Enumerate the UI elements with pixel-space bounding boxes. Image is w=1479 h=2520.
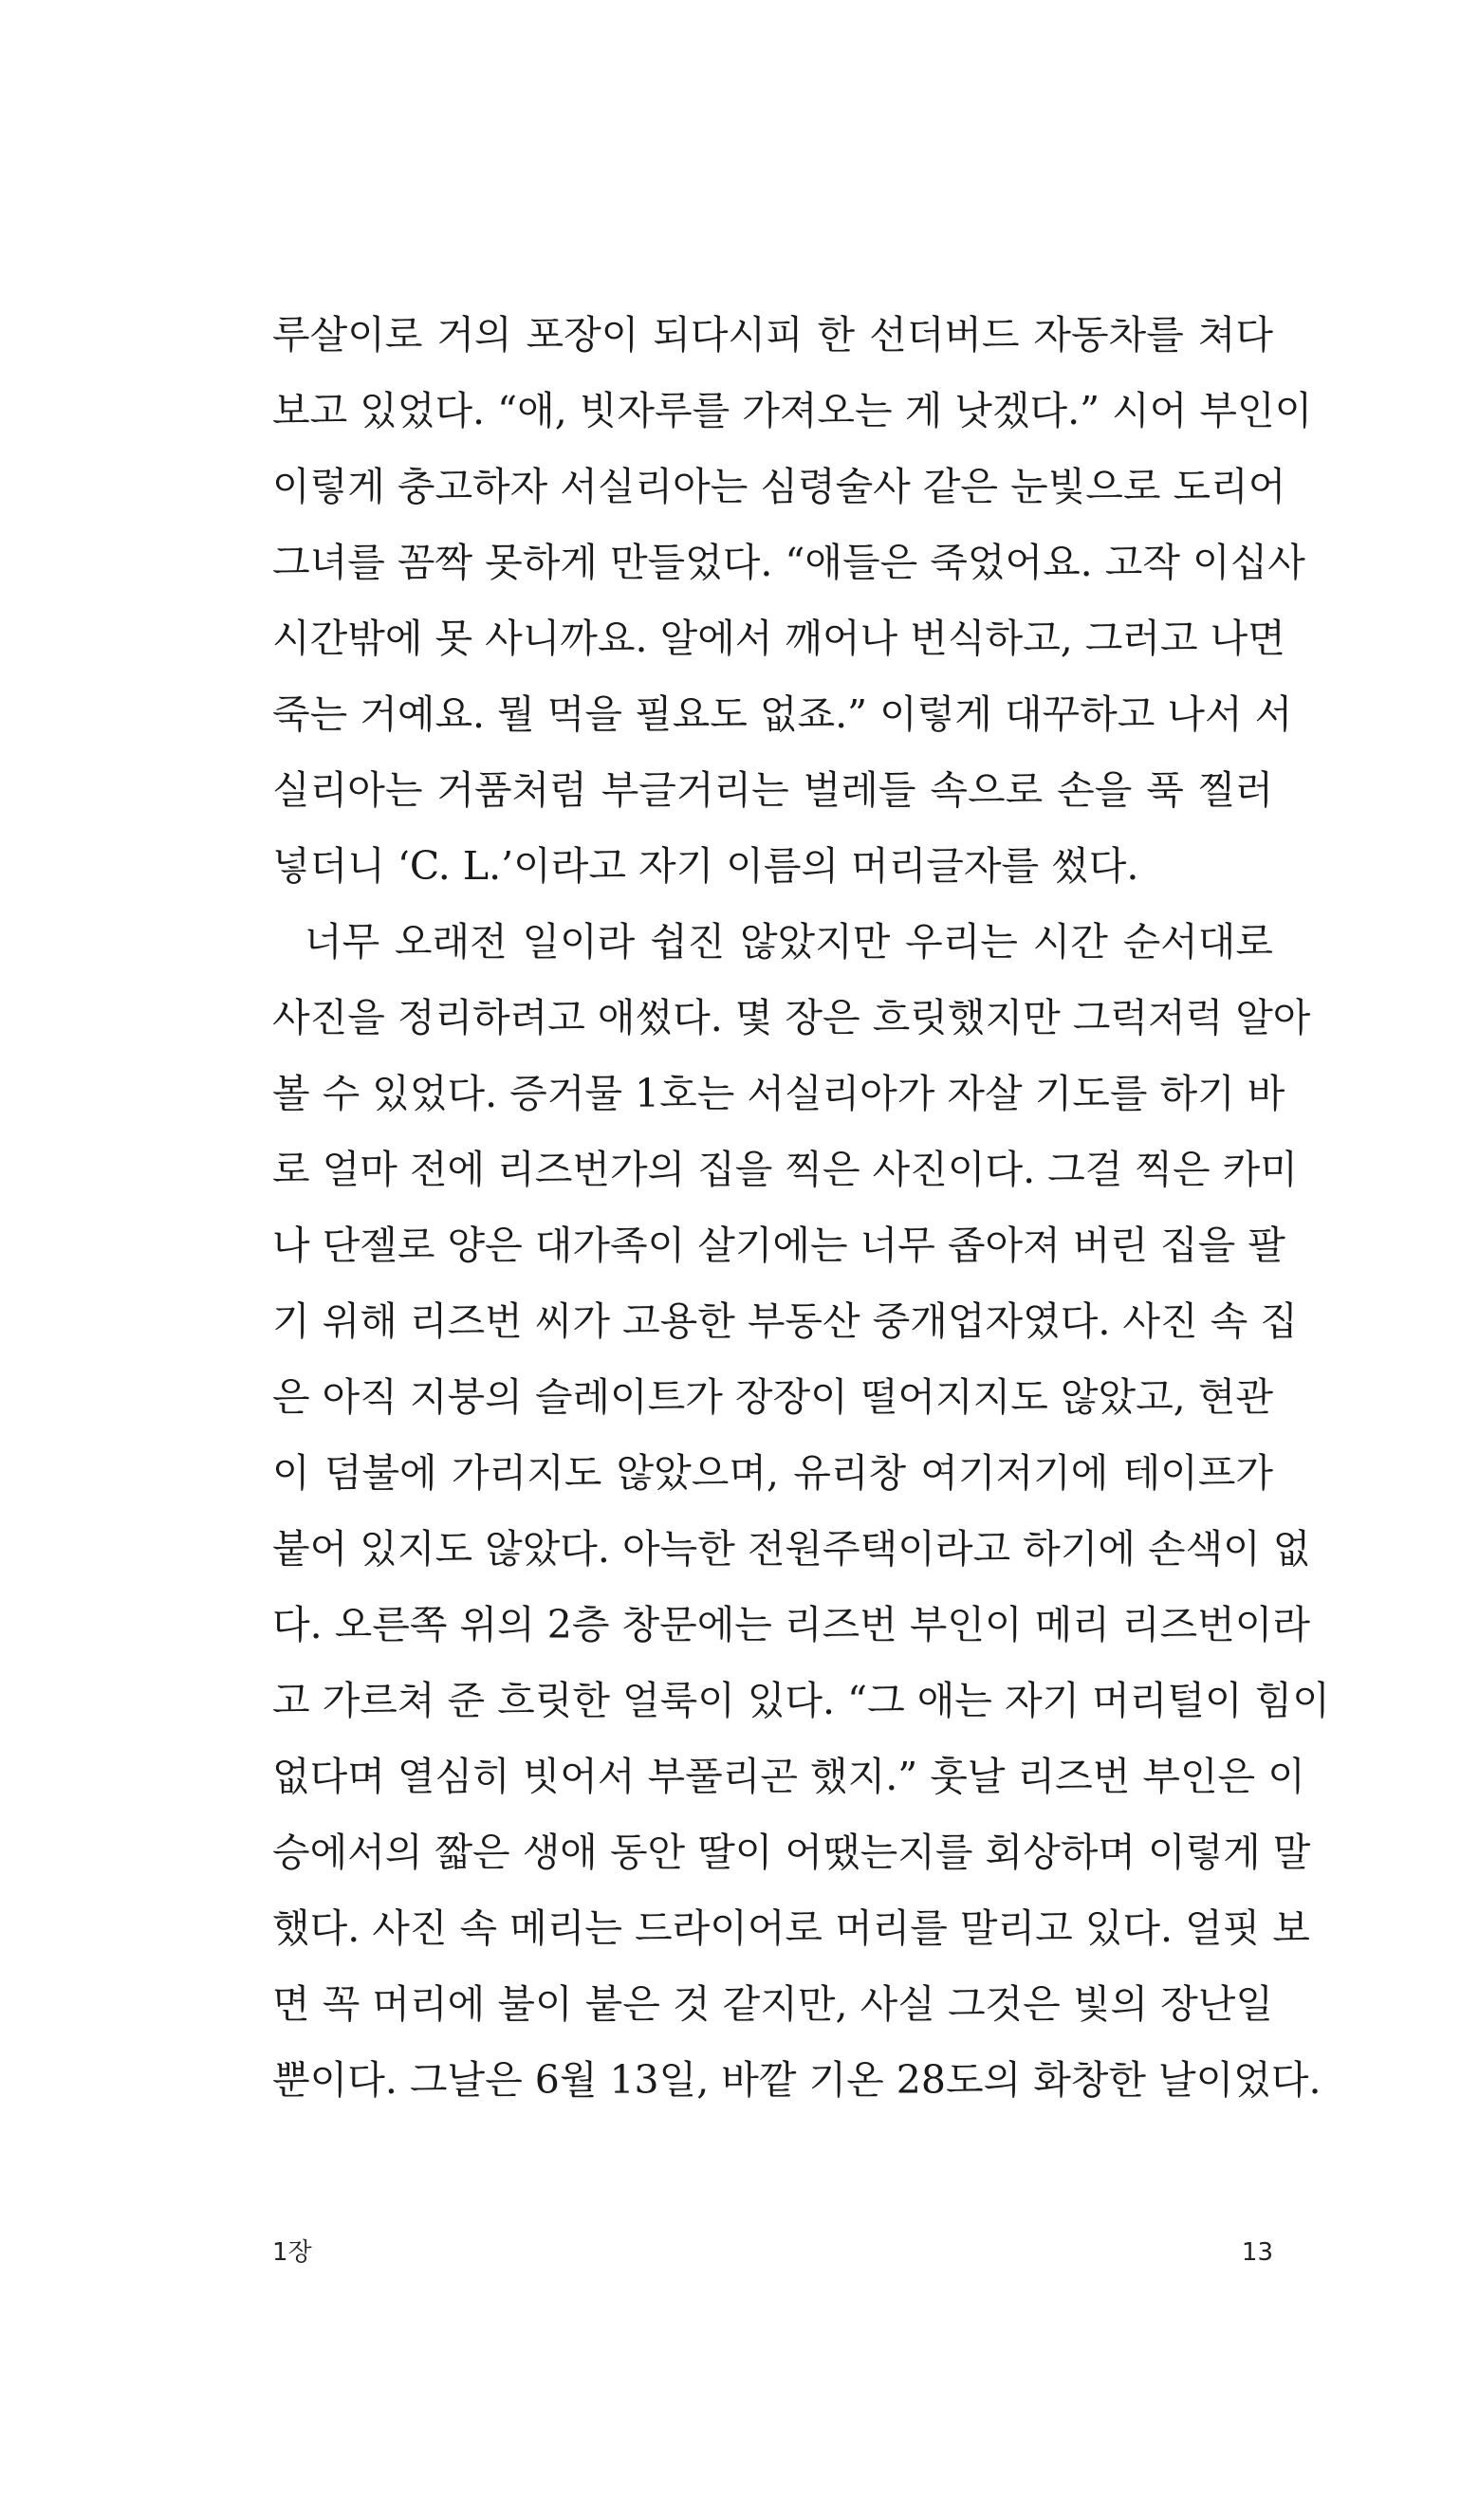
paragraph-1 <box>272 297 1313 904</box>
text-line: 그녀를 꼼짝 못하게 만들었다. “애들은 죽었어요. 고작 이십사 <box>272 540 1305 585</box>
text-line: 다. 오른쪽 위의 2층 창문에는 리즈번 부인이 메리 리즈번이라 <box>272 1602 1310 1647</box>
text-line: 실리아는 거품처럼 부글거리는 벌레들 속으로 손을 푹 찔러 <box>272 767 1273 813</box>
paragraph-2 <box>272 904 1330 2118</box>
text-line: 죽는 거예요. 뭘 먹을 필요도 없죠.” 이렇게 대꾸하고 나서 서 <box>272 691 1293 737</box>
text-line: 이 덤불에 가리지도 않았으며, 유리창 여기저기에 테이프가 <box>272 1450 1273 1496</box>
text-line: 넣더니 ‘C. L.’이라고 자기 이름의 머리글자를 썼다. <box>272 843 1139 889</box>
body-text <box>272 297 1330 2118</box>
text-line: 없다며 열심히 빗어서 부풀리곤 했지.” 훗날 리즈번 부인은 이 <box>272 1754 1305 1799</box>
text-line: 로 얼마 전에 리즈번가의 집을 찍은 사진이다. 그걸 찍은 카미 <box>272 1147 1298 1192</box>
text-line: 시간밖에 못 사니까요. 알에서 깨어나 번식하고, 그러고 나면 <box>272 616 1285 661</box>
text-line: 붙어 있지도 않았다. 아늑한 전원주택이라고 하기에 손색이 없 <box>272 1526 1311 1572</box>
text-line: 볼 수 있었다. 증거물 1호는 서실리아가 자살 기도를 하기 바 <box>272 1071 1285 1116</box>
page-number: 13 <box>1241 2238 1273 2267</box>
text-line: 은 아직 지붕의 슬레이트가 장장이 떨어지지도 않았고, 현관 <box>272 1374 1273 1420</box>
text-line: 뿐이다. 그날은 6월 13일, 바깥 기온 28도의 화창한 날이었다. <box>272 2057 1322 2103</box>
text-line: 너무 오래전 일이라 쉽진 않았지만 우리는 시간 순서대로 <box>305 919 1273 965</box>
text-line: 나 단젤로 양은 대가족이 살기에는 너무 좁아져 버린 집을 팔 <box>272 1223 1285 1268</box>
text-line: 고 가르쳐 준 흐릿한 얼룩이 있다. “그 애는 자기 머리털이 힘이 <box>272 1678 1330 1723</box>
text-line: 면 꼭 머리에 불이 붙은 것 같지만, 사실 그것은 빛의 장난일 <box>272 1981 1273 2027</box>
text-line: 기 위해 리즈번 씨가 고용한 부동산 중개업자였다. 사진 속 집 <box>272 1298 1298 1344</box>
text-line: 이렇게 충고하자 서실리아는 심령술사 같은 눈빛으로 도리어 <box>272 464 1286 509</box>
text-line: 사진을 정리하려고 애썼다. 몇 장은 흐릿했지만 그럭저럭 알아 <box>272 995 1311 1040</box>
text-line: 했다. 사진 속 메리는 드라이어로 머리를 말리고 있다. 얼핏 보 <box>272 1905 1310 1951</box>
text-line: 승에서의 짧은 생애 동안 딸이 어땠는지를 회상하며 이렇게 말 <box>272 1830 1311 1875</box>
text-line: 루살이로 거의 포장이 되다시피 한 선더버드 자동차를 쳐다 <box>272 312 1273 358</box>
chapter-label: 1장 <box>272 2238 312 2267</box>
text-line: 보고 있었다. “애, 빗자루를 가져오는 게 낫겠다.” 시어 부인이 <box>272 388 1313 433</box>
